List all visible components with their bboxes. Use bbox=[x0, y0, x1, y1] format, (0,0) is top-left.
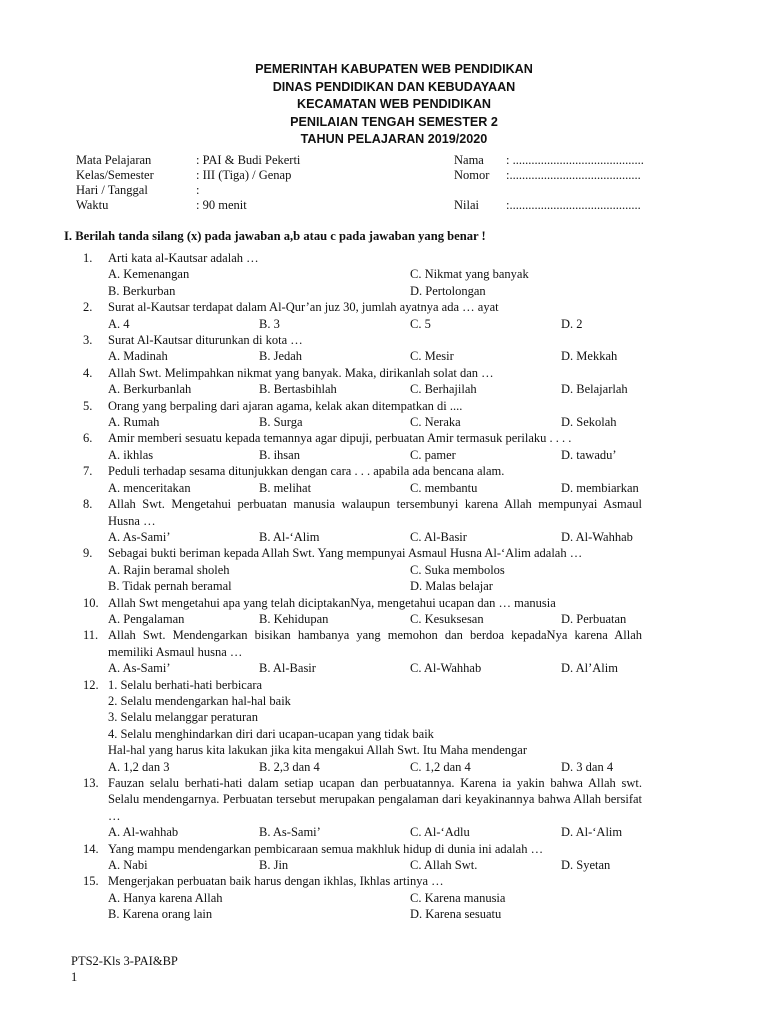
question-item bbox=[83, 430, 642, 463]
answer-option[interactable]: B. Karena orang lain bbox=[108, 907, 213, 922]
hari-label: Hari / Tanggal bbox=[76, 183, 148, 197]
question-number: 5. bbox=[83, 398, 93, 413]
answer-option[interactable]: D. 3 dan 4 bbox=[561, 759, 614, 774]
question-number: 10. bbox=[83, 595, 99, 610]
question-number: 14. bbox=[83, 841, 99, 856]
answer-option[interactable]: A. Nabi bbox=[108, 858, 148, 873]
question-subline: 4. Selalu menghindarkan diri dari ucapan-ucapan yang tidak baik bbox=[108, 726, 434, 741]
answer-option[interactable]: C. Berhajilah bbox=[410, 382, 477, 397]
answer-option[interactable]: B. Al-Basir bbox=[259, 661, 316, 676]
question-number: 15. bbox=[83, 874, 99, 889]
answer-option[interactable]: B. As-Sami’ bbox=[259, 825, 321, 840]
answer-option[interactable]: C. Mesir bbox=[410, 349, 454, 364]
answer-option[interactable]: D. Mekkah bbox=[561, 349, 618, 364]
answer-option[interactable]: A. Rajin beramal sholeh bbox=[108, 562, 230, 577]
nama-field[interactable]: : .......................................... bbox=[506, 153, 644, 167]
answer-option[interactable]: D. Pertolongan bbox=[410, 283, 486, 298]
waktu-label: Waktu bbox=[76, 198, 109, 212]
answer-option[interactable]: C. Neraka bbox=[410, 415, 461, 430]
answer-option[interactable]: C. Nikmat yang banyak bbox=[410, 267, 529, 282]
answer-option[interactable]: A. 4 bbox=[108, 316, 130, 331]
answer-option[interactable]: A. 1,2 dan 3 bbox=[108, 759, 170, 774]
answer-option[interactable]: C. pamer bbox=[410, 447, 456, 462]
answer-option[interactable]: D. Belajarlah bbox=[561, 382, 628, 397]
question-item bbox=[83, 627, 642, 676]
student-info bbox=[76, 153, 696, 213]
answer-option[interactable]: A. Al-wahhab bbox=[108, 825, 179, 840]
question-text: Mengerjakan perbuatan baik harus dengan ikhlas, Ikhlas artinya … bbox=[108, 874, 444, 889]
question-text: Allah Swt. Melimpahkan nikmat yang banyak. Maka, dirikanlah solat dan … bbox=[108, 365, 494, 380]
answer-options bbox=[108, 348, 642, 364]
answer-option[interactable]: D. Syetan bbox=[561, 858, 611, 873]
answer-option[interactable]: C. Al-‘Adlu bbox=[410, 825, 470, 840]
answer-options bbox=[108, 480, 642, 496]
answer-option[interactable]: C. Al-Basir bbox=[410, 529, 467, 544]
answer-option[interactable]: A. menceritakan bbox=[108, 480, 191, 495]
answer-option[interactable]: D. Al-‘Alim bbox=[561, 825, 623, 840]
answer-options bbox=[108, 660, 642, 676]
question-text: Surat Al-Kautsar diturunkan di kota … bbox=[108, 333, 303, 348]
answer-option[interactable]: D. Malas belajar bbox=[410, 579, 493, 594]
answer-options bbox=[108, 414, 642, 430]
question-item bbox=[83, 332, 642, 365]
answer-option[interactable]: C. Karena manusia bbox=[410, 890, 506, 905]
question-text: Yang mampu mendengarkan pembicaraan semua makhluk hidup di dunia ini adalah … bbox=[108, 841, 544, 856]
nilai-label: Nilai bbox=[454, 198, 479, 212]
kelas-value: : III (Tiga) / Genap bbox=[196, 168, 292, 182]
kelas-label: Kelas/Semester bbox=[76, 168, 154, 182]
header-line-5: TAHUN PELAJARAN 2019/2020 bbox=[300, 132, 488, 147]
question-text: Surat al-Kautsar terdapat dalam Al-Qur’an juz 30, jumlah ayatnya ada … ayat bbox=[108, 300, 499, 315]
answer-option[interactable]: B. melihat bbox=[259, 480, 312, 495]
answer-option[interactable]: A. Berkurbanlah bbox=[108, 382, 192, 397]
nomor-label: Nomor bbox=[454, 168, 490, 182]
question-number: 7. bbox=[83, 464, 93, 479]
nilai-field[interactable]: :.......................................... bbox=[506, 198, 641, 212]
question-item bbox=[83, 496, 642, 545]
question-text: 1. Selalu berhati-hati berbicara bbox=[108, 677, 263, 692]
answer-option[interactable]: C. Allah Swt. bbox=[410, 858, 478, 873]
answer-option[interactable]: A. As-Sami’ bbox=[108, 529, 171, 544]
answer-option[interactable]: D. Perbuatan bbox=[561, 611, 627, 626]
answer-option[interactable]: C. membantu bbox=[410, 480, 478, 495]
answer-option[interactable]: B. 2,3 dan 4 bbox=[259, 759, 320, 774]
question-number: 8. bbox=[83, 497, 93, 512]
answer-option[interactable]: B. Surga bbox=[259, 415, 303, 430]
header-line-4: PENILAIAN TENGAH SEMESTER 2 bbox=[290, 114, 498, 129]
question-number: 4. bbox=[83, 365, 93, 380]
header-line-2: DINAS PENDIDIKAN DAN KEBUDAYAAN bbox=[272, 79, 516, 94]
answer-option[interactable]: D. membiarkan bbox=[561, 480, 639, 495]
question-text: Allah Swt. Mendengarkan bisikan hambanya yang memohon dan berdoa kepadaNya karena Allah memiliki Asmaul husna … bbox=[108, 628, 642, 659]
question-item bbox=[83, 677, 642, 775]
question-item bbox=[83, 398, 642, 431]
nomor-field[interactable]: :.......................................... bbox=[506, 168, 641, 182]
page-number: 1 bbox=[71, 970, 78, 984]
answer-option[interactable]: A. ikhlas bbox=[108, 447, 154, 462]
question-text: Arti kata al-Kautsar adalah … bbox=[108, 251, 259, 265]
answer-options bbox=[108, 857, 642, 873]
answer-options bbox=[108, 890, 642, 923]
footer-code: PTS2-Kls 3-PAI&BP bbox=[71, 954, 178, 968]
answer-option[interactable]: D. Al’Alim bbox=[561, 661, 618, 676]
answer-options bbox=[108, 381, 642, 397]
answer-option[interactable]: B. Bertasbihlah bbox=[259, 382, 337, 397]
question-item bbox=[83, 595, 642, 628]
answer-option[interactable]: B. Tidak pernah beramal bbox=[108, 579, 232, 594]
question-text: Allah Swt. Mengetahui perbuatan manusia walaupun tersembunyi karena Allah mempunyai Asmaul Husna … bbox=[108, 497, 642, 528]
answer-option[interactable]: D. 2 bbox=[561, 316, 583, 331]
question-number: 12. bbox=[83, 677, 99, 692]
answer-options bbox=[108, 611, 642, 627]
question-text: Amir memberi sesuatu kepada temannya agar dipuji, perbuatan Amir termasuk perilaku . . . . bbox=[108, 431, 572, 446]
answer-option[interactable]: C. 5 bbox=[410, 316, 431, 331]
question-text: Fauzan selalu berhati-hati dalam setiap ucapan dan perbuatannya. Karena ia yakin bahwa Allah swt. Selalu mendengarnya. Perbuatan tersebut merupakan pengalaman dari keyakinannya bahwa Allah bersifat … bbox=[108, 776, 642, 823]
question-number: 13. bbox=[83, 776, 99, 790]
question-item bbox=[83, 545, 642, 594]
question-number: 3. bbox=[83, 333, 93, 348]
answer-option[interactable]: B. ihsan bbox=[259, 447, 300, 462]
waktu-value: : 90 menit bbox=[196, 198, 247, 212]
answer-option[interactable]: B. Kehidupan bbox=[259, 611, 329, 626]
answer-option[interactable]: A. Madinah bbox=[108, 349, 168, 364]
answer-options bbox=[108, 447, 642, 463]
question-number: 9. bbox=[83, 546, 93, 561]
answer-options bbox=[108, 759, 642, 775]
question-subline: 2. Selalu mendengarkan hal-hal baik bbox=[108, 693, 291, 708]
page-footer bbox=[71, 953, 178, 985]
answer-option[interactable]: A. Hanya karena Allah bbox=[108, 890, 223, 905]
question-item bbox=[83, 299, 642, 332]
answer-option[interactable]: C. Suka membolos bbox=[410, 562, 505, 577]
answer-option[interactable]: B. Al-‘Alim bbox=[259, 529, 320, 544]
question-list bbox=[83, 250, 642, 923]
answer-option[interactable]: B. Jedah bbox=[259, 349, 303, 364]
answer-option[interactable]: A. Rumah bbox=[108, 415, 160, 430]
question-subline: Hal-hal yang harus kita lakukan jika kita mengakui Allah Swt. Itu Maha mendengar bbox=[108, 743, 527, 758]
question-item bbox=[83, 463, 642, 496]
answer-option[interactable]: C. 1,2 dan 4 bbox=[410, 759, 471, 774]
question-item bbox=[83, 841, 642, 874]
question-item bbox=[83, 250, 642, 299]
mapel-label: Mata Pelajaran bbox=[76, 153, 152, 167]
question-text: Orang yang berpaling dari ajaran agama, kelak akan ditempatkan di .... bbox=[108, 398, 463, 413]
answer-option[interactable]: D. tawadu’ bbox=[561, 447, 617, 462]
answer-option[interactable]: D. Karena sesuatu bbox=[410, 907, 502, 922]
question-text: Peduli terhadap sesama ditunjukkan dengan cara . . . apabila ada bencana alam. bbox=[108, 464, 505, 479]
question-subline: 3. Selalu melanggar peraturan bbox=[108, 710, 258, 725]
section-instruction: I. Berilah tanda silang (x) pada jawaban a,b atau c pada jawaban yang benar ! bbox=[64, 229, 486, 243]
question-number: 11. bbox=[83, 628, 99, 643]
answer-option[interactable]: C. Kesuksesan bbox=[410, 611, 484, 626]
answer-option[interactable]: B. Berkurban bbox=[108, 283, 176, 298]
document-header bbox=[0, 61, 768, 149]
answer-option[interactable]: B. Jin bbox=[259, 858, 289, 873]
question-number: 6. bbox=[83, 431, 93, 446]
answer-option[interactable]: D. Sekolah bbox=[561, 415, 617, 430]
header-line-3: KECAMATAN WEB PENDIDIKAN bbox=[296, 97, 492, 112]
nama-label: Nama bbox=[454, 153, 484, 167]
answer-option[interactable]: A. As-Sami’ bbox=[108, 661, 171, 676]
answer-options bbox=[108, 529, 642, 545]
question-number: 1. bbox=[83, 251, 93, 265]
question-item bbox=[83, 873, 642, 922]
answer-option[interactable]: C. Al-Wahhab bbox=[410, 661, 482, 676]
question-item bbox=[83, 775, 642, 841]
answer-options bbox=[108, 562, 642, 595]
answer-option[interactable]: B. 3 bbox=[259, 316, 280, 331]
header-line-1: PEMERINTAH KABUPATEN WEB PENDIDIKAN bbox=[255, 62, 533, 76]
answer-option[interactable]: A. Pengalaman bbox=[108, 611, 185, 626]
answer-option[interactable]: D. Al-Wahhab bbox=[561, 529, 633, 544]
question-number: 2. bbox=[83, 300, 93, 315]
question-text: Sebagai bukti beriman kepada Allah Swt. Yang mempunyai Asmaul Husna Al-‘Alim adalah … bbox=[108, 546, 583, 561]
hari-value: : bbox=[196, 183, 200, 197]
question-item bbox=[83, 365, 642, 398]
answer-options bbox=[108, 266, 642, 299]
question-text: Allah Swt mengetahui apa yang telah diciptakanNya, mengetahui ucapan dan … manusia bbox=[108, 595, 556, 610]
answer-options bbox=[108, 316, 642, 332]
answer-option[interactable]: A. Kemenangan bbox=[108, 267, 190, 282]
mapel-value: : PAI & Budi Pekerti bbox=[196, 153, 301, 167]
answer-options bbox=[108, 824, 642, 840]
